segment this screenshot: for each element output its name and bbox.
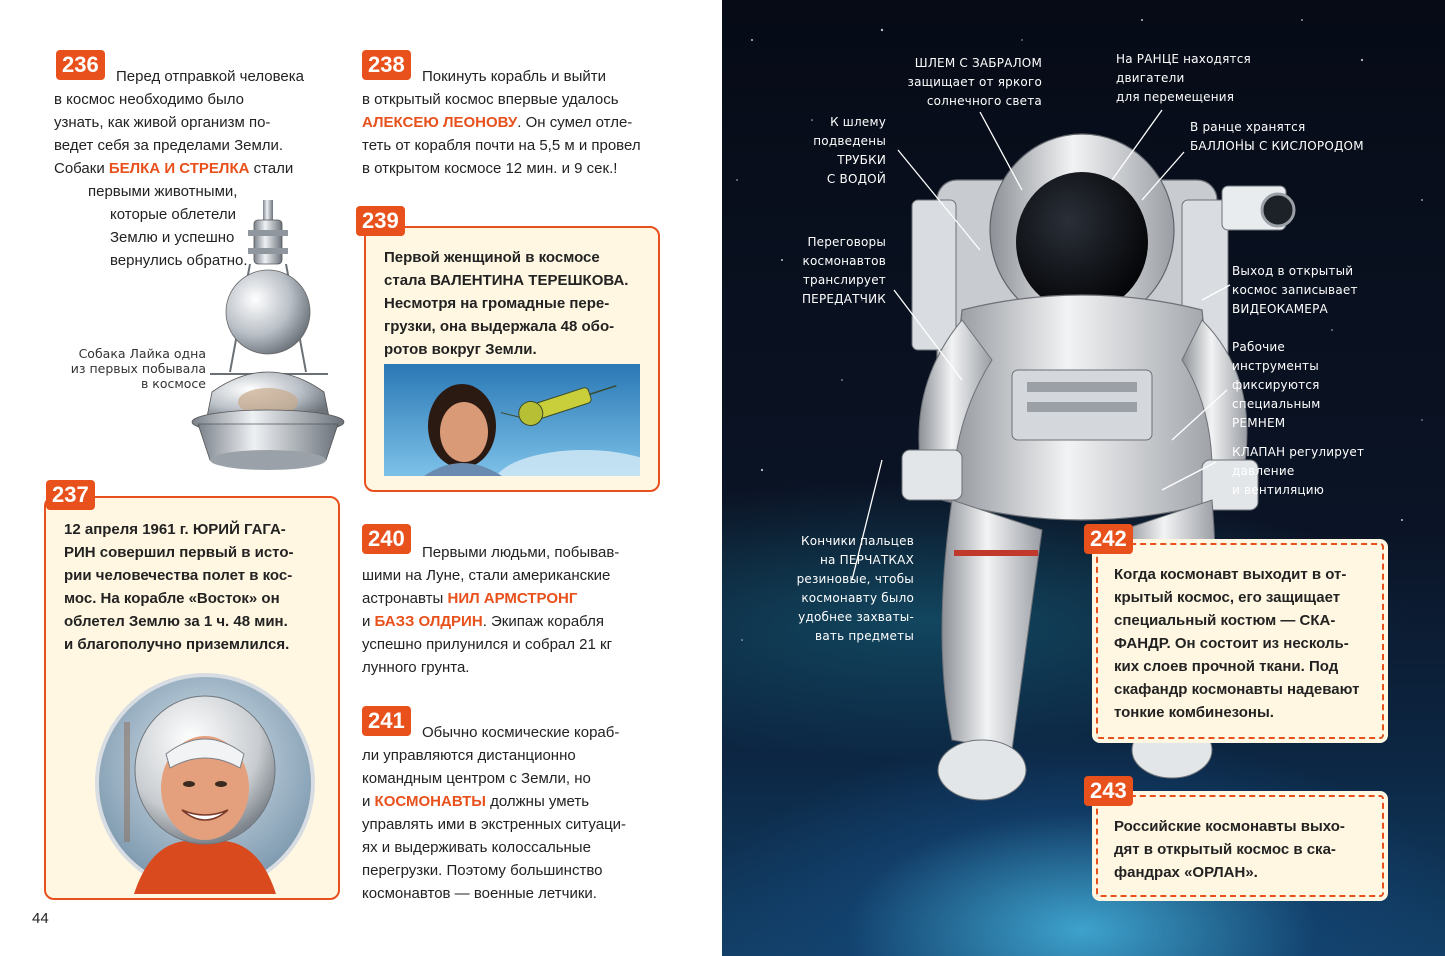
label-transmitter: Переговоры космонавтов транслирует ПЕРЕДАТЧИК [801, 235, 886, 306]
label-valve: КЛАПАН регулирует давление и вентиляцию [1232, 445, 1365, 497]
fact-241-line5: управлять ими в экстренных ситуаци- [362, 816, 627, 833]
fact-236-line7: которые облетели [110, 206, 236, 223]
label-tools-strap: Рабочие инструменты фиксируются специальным РЕМНЕМ [1232, 340, 1321, 430]
label-backpack-engines: На РАНЦЕ находятся двигатели для перемещения [1116, 52, 1251, 104]
fact-237-text: 12 апреля 1961 г. ЮРИЙ ГАГА- РИН совершил первый в исто- рии человечества полет в кос- мос. На корабле «Восток» он облетел Землю за 1 ч. 48 мин. и благополучно приземлился. [64, 521, 294, 653]
highlight-belka-strelka: БЕЛКА И СТРЕЛКА [108, 160, 250, 177]
fact-241-line1: Обычно космические кораб- [422, 724, 620, 741]
fact-236-line9: вернулись обратно. [110, 252, 248, 269]
fact-240-line5: успешно прилунился и собрал 21 кг [362, 636, 613, 653]
fact-238-line4: теть от корабля почти на 5,5 м и провел [362, 137, 641, 154]
page-number: 44 [32, 910, 49, 927]
fact-236-line6: первыми животными, [88, 183, 238, 200]
fact-240-line6: лунного грунта. [362, 659, 470, 676]
fact-number-240: 240 [362, 524, 411, 554]
fact-241-line7: перегрузки. Поэтому большинство [362, 862, 603, 879]
label-helmet: ШЛЕМ С ЗАБРАЛОМ защищает от яркого солнечного света [907, 56, 1042, 108]
fact-241-line2: ли управляются дистанционно [362, 747, 576, 764]
fact-236-line4: ведет себя за пределами Земли. [54, 137, 284, 154]
fact-number-239: 239 [356, 206, 405, 236]
right-page-space [722, 0, 1445, 956]
fact-number-237: 237 [46, 480, 95, 510]
fact-239-text: Первой женщиной в космосе стала ВАЛЕНТИНА ТЕРЕШКОВА. Несмотря на громадные пере- грузки, она выдержала 48 обо- ротов вокруг Земли. [384, 249, 629, 358]
fact-238-line1: Покинуть корабль и выйти [422, 68, 607, 85]
label-oxygen: В ранце хранятся БАЛЛОНЫ С КИСЛОРОДОМ [1190, 120, 1364, 153]
highlight-armstrong: НИЛ АРМСТРОНГ [447, 590, 578, 607]
fact-number-242: 242 [1084, 524, 1133, 554]
fact-number-236: 236 [56, 50, 105, 80]
fact-236-line2: в космос необходимо было [54, 91, 245, 108]
highlight-leonov: АЛЕКСЕЮ ЛЕОНОВУ [362, 114, 518, 131]
fact-number-241: 241 [362, 706, 411, 736]
fact-236-line5: Собаки БЕЛКА И СТРЕЛКА стали [54, 160, 294, 177]
label-water-tubes: К шлему подведены ТРУБКИ С ВОДОЙ [813, 115, 886, 186]
left-page [0, 0, 722, 956]
gagarin-portrait [94, 672, 316, 894]
highlight-aldrin: БАЗЗ ОЛДРИН [374, 613, 483, 630]
fact-241-line8: космонавтов — военные летчики. [362, 885, 597, 902]
fact-238-line3: АЛЕКСЕЮ ЛЕОНОВУ. Он сумел отле- [362, 114, 633, 131]
sputnik-illustration [190, 192, 358, 482]
fact-240-line4: и БАЗЗ ОЛДРИН. Экипаж корабля [362, 613, 604, 630]
fact-241-line3: командным центром с Земли, но [362, 770, 591, 787]
fact-box-243 [1096, 795, 1384, 897]
fact-241-line6: ях и выдерживать колоссальные [362, 839, 591, 856]
fact-238-line2: в открытый космос впервые удалось [362, 91, 619, 108]
fact-240-line3: астронавты НИЛ АРМСТРОНГ [362, 590, 578, 607]
fact-box-239 [364, 226, 660, 492]
tereshkova-stamp-illustration [384, 364, 640, 476]
label-gloves: Кончики пальцев на ПЕРЧАТКАХ резиновые, чтобы космонавту было удобнее захваты- вать предметы [796, 534, 914, 643]
highlight-kosmonavty: КОСМОНАВТЫ [374, 793, 486, 810]
fact-box-242 [1096, 543, 1384, 739]
fact-241-line4: и КОСМОНАВТЫ должны уметь [362, 793, 590, 810]
fact-240-line2: шими на Луне, стали американские [362, 567, 611, 584]
fact-240-line1: Первыми людьми, побывав- [422, 544, 620, 561]
fact-238-line5: в открытом космосе 12 мин. и 9 сек.! [362, 160, 618, 177]
fact-243-text: Российские космонавты выхо- дят в открытый космос в ска- фандрах «ОРЛАН». [1114, 818, 1345, 881]
fact-number-238: 238 [362, 50, 411, 80]
label-videocamera: Выход в открытый космос записывает ВИДЕОКАМЕРА [1232, 264, 1358, 316]
fact-number-243: 243 [1084, 776, 1133, 806]
fact-236-line8: Землю и успешно [110, 229, 235, 246]
fact-236-line3: узнать, как живой организм по- [54, 114, 271, 131]
laika-caption: Собака Лайка одна из первых побывала в космосе [70, 346, 206, 391]
fact-236-line1: Перед отправкой человека [116, 68, 304, 85]
fact-242-text: Когда космонавт выходит в от- крытый космос, его защищает специальный костюм — СКА- ФАНДР. Он состоит из несколь- ких слоев прочной ткани. Под скафандр космонавты надевают тонкие комбинезоны. [1114, 566, 1360, 721]
